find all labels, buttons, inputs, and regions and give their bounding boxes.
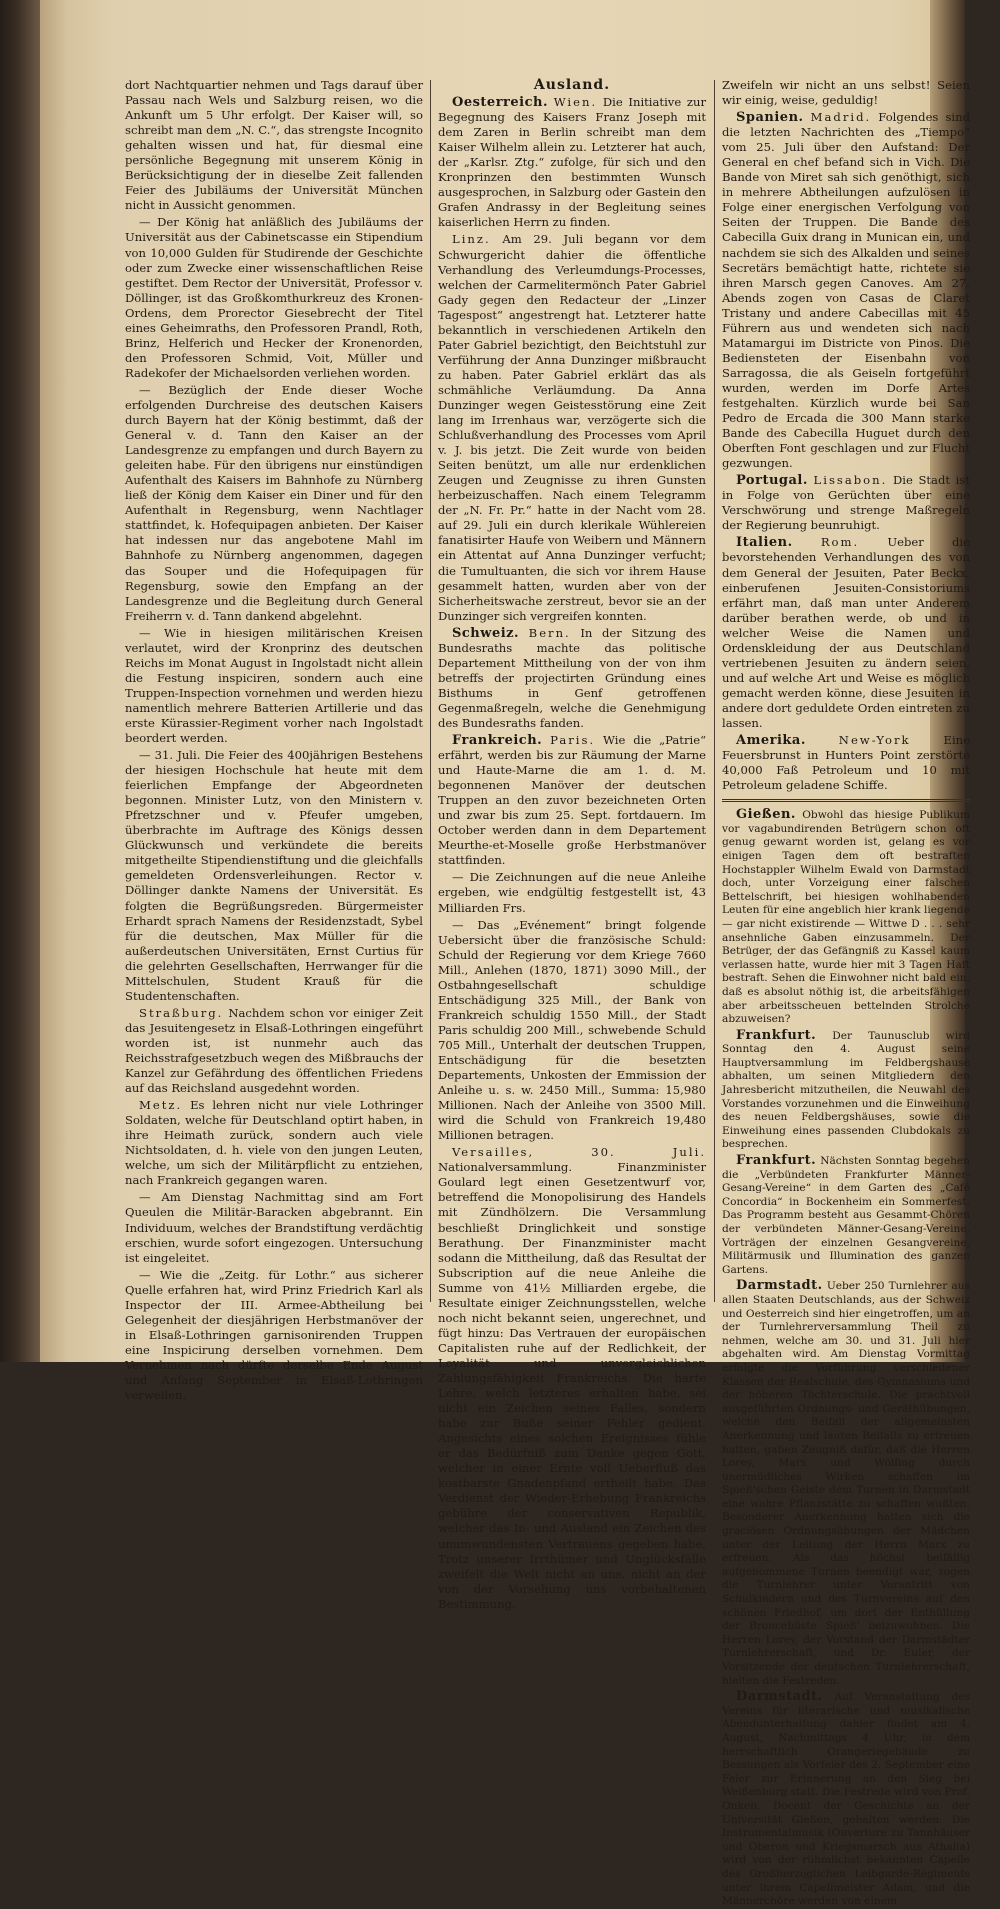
article-text: In der Sitzung des Bundesraths machte das politische Departement Mittheilung von der von ihm betreffs der projectirten Gründung eines Bisthums in Genf getroffenen Gegenmaßregeln, welche die Genehmigung des Bundesraths fanden. xyxy=(438,625,706,730)
dateline: Darmstadt. xyxy=(736,1689,823,1705)
section-heading: Ausland. xyxy=(533,77,611,93)
column-rule-1 xyxy=(430,80,431,1302)
dateline: Straßburg. xyxy=(139,1005,224,1020)
article-text: Ueber die bevorstehenden Verhandlungen des von dem General der Jesuiten, Pater Beckx, einberufenen Jesuiten-Consistoriums erfährt man, daß man unter Anderem darüber berathen werde, ob und in welcher Weise die Namen und Ordenskleidung der aus Deutschland vertriebenen Jesuiten zu ändern seien, und auf welche Art und Weise es möglich gemacht werden könne, diese Jesuiten in andere dort geduldete Orden eintreten zu lassen. xyxy=(722,535,970,730)
country-heading: Schweiz. xyxy=(452,625,520,641)
article-paragraph xyxy=(722,1690,970,1909)
dateline: Wien. xyxy=(553,95,598,110)
article-paragraph xyxy=(722,535,970,731)
article-paragraph xyxy=(438,733,706,868)
country-heading: Italien. xyxy=(736,535,793,551)
article-paragraph: Zweifeln wir nicht an uns selbst! Seien wir einig, weise, geduldig! xyxy=(722,78,970,108)
article-paragraph xyxy=(722,1279,970,1688)
local-news xyxy=(722,808,970,1909)
article-paragraph xyxy=(438,626,706,731)
article-paragraph: — Wie die „Zeitg. für Lothr.“ aus sicherer Quelle erfahren hat, wird Prinz Friedrich Karl als Inspector der III. Armee-Abtheilung bei Gelegenheit der diesjährigen Herbstmanöver der in Elsaß-Lothringen garnisonirenden Truppen eine Inspicirung derselben vornehmen. Dem Vernehmen nach dürfte derselbe Ende August und Anfang September in Elsaß-Lothringen verweilen. xyxy=(125,1267,423,1403)
article-paragraph xyxy=(722,110,970,471)
article-text: Folgendes sind die letzten Nachrichten des „Tiempo“ vom 25. Juli über den Aufstand: Der General en chef befand sich in Vich. Die Bande von Miret sah sich genöthigt, sich in mehrere Abtheilungen aufzulösen in Folge einer energischen Verfolgung von Seiten der Truppen. Die Bande des Cabecilla Guix drang in Munican ein, und nachdem sie sich des Alkalden und seines Secretärs bemächtigt hatte, richtete sie ihren Marsch gegen Canoves. Am 27. Abends zogen von Casas de Claret Tristany und andere Cabecillas mit 45 Führern aus und wendeten sich nach Matamargui im Districte von Pinos. Die Bediensteten der Eisenbahn von Sarragossa, die als Geiseln fortgeführt wurden, werden im Dorfe Artes festgehalten. Kürzlich wurde bei San Pedro de Ercada die 300 Mann starke Bande des Cabecilla Huguet durch den Oberften Font geschlagen und zur Flucht gezwungen. xyxy=(722,110,971,471)
article-text: Es lehren nicht nur viele Lothringer Soldaten, welche für Deutschland optirt haben, in ihre Heimath zurück, sondern auch viele Nichtsoldaten, d. h. viele von den jungen Leuten, welche, um sich der Militärpflicht zu entziehen, nach Frankreich gegangen waren. xyxy=(125,1098,423,1188)
book-binding xyxy=(0,0,40,1362)
article-paragraph: — Wie in hiesigen militärischen Kreisen verlautet, wird der Kronprinz des deutschen Reichs im Monat August in Ingolstadt nicht allein die Festung inspiciren, sondern auch eine Truppen-Inspection vornehmen und werden hiezu namentlich mehrere Batterien Artillerie und das erste Kürassier-Regiment vorher nach Ingolstadt beordert werden. xyxy=(125,625,423,746)
article-text: Obwohl das hiesige Publikum vor vagabundirenden Betrügern schon oft genug gewarnt worden ist, gelang es vor einigen Tagen dem oft bestraften Hochstappler Wilhelm Ewald von Darmstadt doch, unter Vorzeigung einer falschen Bettelschrift, bei hiesigen wohlhabenden Leuten für eine angeblich hier krank liegende — gar nicht existirende — Wittwe D . . . sehr ansehnliche Gaben einzusammeln. Der Betrüger, der das Gefängniß zu Kassel kaum verlassen hatte, wurde hier mit 3 Tagen Haft bestraft. Sehen die Einwohner nicht bald ein, daß es absolut nöthig ist, die arbeitsfähigen aber arbeitsscheuen bettelnden Strolche abzuweisen? xyxy=(722,809,970,1026)
article-paragraph: — Die Zeichnungen auf die neue Anleihe ergeben, wie endgültig festgestellt ist, 43 Milliarden Frs. xyxy=(438,870,706,915)
dateline: New-York xyxy=(838,733,911,748)
article-paragraph: — Der König hat anläßlich des Jubiläums der Universität aus der Cabinetscasse ein Stipendium von 10,000 Gulden für Studirende der Geschichte oder zum Zwecke einer wissenschaftlichen Reise gestiftet. Dem Rector der Universität, Professor v. Döllinger, ist das Großkomthurkreuz des Kronen-Ordens, dem Prorector Giesebrecht der Titel eines Geheimraths, den Professoren Prandl, Roth, Brinz, Helferich und Hecker der Kronenorden, den Professoren Schmid, Voit, Müller und Radekofer der Michaelsorden verliehen worden. xyxy=(125,215,423,380)
article-text: Die Initiative zur Begegnung des Kaisers Franz Joseph mit dem Zaren in Berlin schreibt man dem Kaiser Wilhelm allein zu. Letzterer hat auch, der „Karlsr. Ztg.“ zufolge, für sich und den Kronprinzen den bestimmten Wunsch ausgesprochen, in Salzburg oder Gastein den Grafen Andrassy in der Begleitung seines kaiserlichen Herrn zu finden. xyxy=(438,95,707,230)
article-paragraph xyxy=(722,733,970,793)
article-text: Wie die „Patrie“ erfährt, werden bis zur Räumung der Marne und Haute-Marne die am 1. d. M. begonnenen Manöver der deutschen Truppen an den zuvor bezeichneten Orten und zwar bis zum 25. Sept. fortdauern. Im October werden dann in dem Departement Meurthe-et-Moselle große Herbstmanöver stattfinden. xyxy=(438,733,706,868)
article-text: Die Stadt ist in Folge von Gerüchten über eine Verschwörung und strenge Maßregeln der Regierung beunruhigt. xyxy=(722,473,970,533)
country-heading: Frankreich. xyxy=(452,733,543,749)
article-text: Auf Veranstaltung des Vereins für literarische und musikalische Abendunterhaltung dahier findet am 4. August, Nachmittags 4 Uhr, in dem herrschaftlich Orangeriegebäude zu Bessungen als Vorfeier des 2. September eine Feier zur Erinnerung an den Sieg bei Weißenburg statt. Die Festrede wird von Prof. Onken, Docent der Geschichte an der Universität Gießen, gehalten werden. Die Instrumentalmusik (Ouverture zu Tannhäuser und Oberon und Kriegsmarsch aus Athalia) wird von der rühmlichst bekannten Capelle des Großherzoglichen Leibgarde-Regiments unter ihrem Capellmeister Adam, und die Männerchöre werden von einem xyxy=(722,1691,970,1908)
country-heading: Amerika. xyxy=(736,733,806,749)
column-rule-2 xyxy=(714,80,715,1302)
country-heading: Spanien. xyxy=(736,110,804,126)
dateline: Madrid. xyxy=(810,110,872,125)
article-paragraph xyxy=(125,1098,423,1188)
article-text: Eine Feuersbrunst in Hunters Point zerstörte 40,000 Faß Petroleum und 10 mit Petroleum geladene Schiffe. xyxy=(722,733,970,793)
article-paragraph xyxy=(438,95,706,230)
article-text: Ueber 250 Turnlehrer aus allen Staaten Deutschlands, aus der Schweiz und Oesterreich sind hier eingetroffen, um an der Turnlehrerversammlung Theil zu nehmen, welche am 30. und 31. Juli hier abgehalten wird. Am Dienstag Vormittag erfolgte die Vorführung verschiedener Klassen der Realschule, des Gymnasiums und der höheren Töchterschule. Die prachtvoll ausgeführten Ordnungs- und Geräthübungen, welche den Beifall der allgemeinsten Anerkennung und lauten Beifalls zu erfreuen hatten, gaben Zeugniß dafür, daß die Herren Lorey, Marx und Wölfing durch unermüdliches Wirken schaffen im Spieß'schen Geiste dem Turnen in Darmstadt eine wahre Pflanzstätte zu schaffen wußten. Besonderer Anerkennung hatten sich die graciösen Ordnungsübungen der Mädchen unter der Leitung der Herrn Marx zu erfreuen. Als das höchst beifällig aufgenommene Turnen beendigt war, zogen die Turnlehrer unter Vorantritt von Schulkindern und des Turnvereins auf den schönen Friedhof, um dort der Enthüllung der Broncebüste Spieß' beizuwohnen. Die Herren Lorey, der Vorstand der Darmstädter Turnlehrerschaft, und Dr. Euler, der Vorsitzende der deutschen Turnlehrerschaft, hielten die Festreden. xyxy=(722,1280,970,1687)
article-paragraph xyxy=(125,1006,423,1096)
article-paragraph xyxy=(722,1029,970,1152)
dateline: Lissabon. xyxy=(813,473,888,488)
article-paragraph: — 31. Juli. Die Feier des 400jährigen Bestehens der hiesigen Hochschule hat heute mit dem feierlichen Empfange der Abgeordneten begonnen. Minister Lutz, von den Ministern v. Pfretzschner und v. Pfeufer umgeben, überbrachte im Auftrage des Königs dessen Glückwunsch und verkündete die bereits mitgetheilte Stipendienstiftung und die gleichfalls gemeldeten Ordensverleihungen. Rector v. Döllinger dankte Namens der Universität. Es folgten die Begrüßungsreden. Bürgermeister Erhardt sprach Namens der Residenzstadt, Sybel für die deutschen, Max Müller für die außerdeutschen Universitäten, Ernst Curtius für die gelehrten Gesellschaften, Herrwanger für die Mittelschulen, Student Krauß für die Studentenschaften. xyxy=(125,748,423,1003)
dateline: Metz. xyxy=(139,1098,183,1113)
dateline: Darmstadt. xyxy=(736,1278,823,1294)
article-text: Nationalversammlung. Finanzminister Goulard legt einen Gesetzentwurf vor, betreffend die Monopolisirung des Handels mit Zündhölzern. Die Versammlung beschließt Dringlichkeit und sonstige Berathung. Der Finanzminister macht sodann die Mittheilung, daß das Resultat der Subscription auf die neue Anleihe die Summe von 41½ Milliarden ergebe, die Resultate einiger Zeichnungsstellen, welche noch nicht bekannt seien, ungerechnet, und fügt hinzu: Das Vertrauen der europäischen Capitalisten ruhe auf der Redlichkeit, der Loyalität und unvergleichlichen Zahlungsfähigkeit Frankreichs. Die harte Lehre, welch letzteres erhalten habe, sei nicht ein Zeichen seines Falles, sondern habe zur Buße seiner Fehler gedient. Angesichts eines solchen Ereignisses fühle er das Bedürfniß zum Danke gegen Gott, welcher in einer Ernte voll Ueberfluß das kostbarste Gnadenpfand ertheilt habe. Das Verdienst der Wieder-Erhebung Frankreichs gebühre der conservativen Republik, welcher das In- und Ausland ein Zeichen des unumwundensten Vertrauens gegeben habe. Trotz unserer Irrthümer und Unglücksfälle zweifelt die Welt nicht an uns, nicht an der von der Vorsehung uns vorbehaltenen Bestimmung. xyxy=(438,1160,706,1611)
country-heading: Oesterreich. xyxy=(452,95,548,111)
article-paragraph: dort Nachtquartier nehmen und Tags darauf über Passau nach Wels und Salzburg reisen, wo die Ankunft um 5 Uhr erfolgt. Der Kaiser will, so schreibt man dem „N. C.“, das strengste Incognito gehalten wissen und hat, für diesmal eine persönliche Begegnung mit unserem König in Berücksichtigung der in dieselbe Zeit fallenden Feier des Jubiläums der Universität München nicht in Aussicht genommen. xyxy=(125,78,423,213)
section-divider xyxy=(722,799,970,802)
article-paragraph: — Das „Evénement“ bringt folgende Uebersicht über die französische Schuld: Schuld der Regierung vor dem Kriege 7660 Mill., Anlehen (1870, 1871) 3090 Mill., der Ostbahngesellschaft schuldige Entschädigung 325 Mill., der Bank von Frankreich schuldig 1550 Mill., der Stadt Paris schuldig 200 Mill., schwebende Schuld 705 Mill., Unterhalt der deutschen Truppen, Entschädigung für die besetzten Departements, Unkosten der Emmission der Anleihe u. s. w. 2450 Mill., Summa: 15,980 Millionen. Nach der Anleihe von 3500 Mill. wird die Schuld von Frankreich 19,480 Millionen betragen. xyxy=(438,917,706,1143)
column-3 xyxy=(722,78,971,1908)
article-paragraph xyxy=(722,473,970,533)
article-paragraph xyxy=(722,808,970,1027)
dateline: Frankfurt. xyxy=(736,1027,817,1043)
article-paragraph: — Bezüglich der Ende dieser Woche erfolgenden Durchreise des deutschen Kaisers durch Bayern hat der König bestimmt, daß der General v. d. Tann den Kaiser an der Landesgrenze zu empfangen und durch Bayern zu geleiten habe. Für den übrigens nur einstündigen Aufenthalt des Kaisers im Bahnhofe zu Nürnberg ließ der König dem Kaiser ein Diner und für den Aufenthalt in Regensburg, wenn Nachtlager stattfindet, k. Hofequipagen anbieten. Der Kaiser hat indessen nur das angebotene Mahl im Bahnhofe zu Nürnberg angenommen, dagegen das Souper und die Hofequipagen für Regensburg, sowie den Empfang an der Landesgrenze und die Begleitung durch General Freiherrn v. d. Tann dankend abgelehnt. xyxy=(125,382,423,623)
article-text: Nachdem schon vor einiger Zeit das Jesuitengesetz in Elsaß-Lothringen eingeführt worden ist, ist nunmehr auch das Reichsstrafgesetzbuch wegen des Mißbrauchs der Kanzel zur Gefährdung des öffentlichen Friedens auf das Reichsland ausgedehnt worden. xyxy=(125,1005,423,1096)
column-2 xyxy=(438,77,707,1611)
country-heading: Portugal. xyxy=(736,473,808,489)
article-paragraph xyxy=(438,232,706,623)
dateline: Frankfurt. xyxy=(736,1153,817,1169)
dateline: Bern. xyxy=(528,625,571,640)
dateline: Paris. xyxy=(550,733,596,748)
dateline: Rom. xyxy=(820,535,860,550)
dateline: Linz. xyxy=(452,232,491,247)
dateline: Versailles, 30. Juli. xyxy=(452,1145,706,1160)
article-text: Nächsten Sonntag begehen die „Verbündeten Frankfurter Männer-Gesang-Vereine“ in dem Garten des „Café Concordia“ in Bockenheim ein Sommerfest. Das Programm besteht aus Gesammt-Chören der verbündeten Männer-Gesang-Vereine, Vorträgen der einzelnen Gesangvereine, Militärmusik und Illumination des ganzen Gartens. xyxy=(722,1155,971,1276)
column-1 xyxy=(125,78,423,1403)
article-paragraph xyxy=(438,1145,706,1611)
article-paragraph: — Am Dienstag Nachmittag sind am Fort Queulen die Militär-Baracken abgebrannt. Ein Individuum, welches der Brandstiftung verdächtig erschien, wurde sofort eingezogen. Untersuchung ist eingeleitet. xyxy=(125,1190,423,1265)
article-paragraph xyxy=(722,1154,970,1277)
article-text: Der Taunusclub wird Sonntag den 4. August seine Hauptversammlung im Feldbergshause abhalten, um seinen Mitgliedern den Jahresbericht mitzutheilen, die Neuwahl des Vorstandes vorzunehmen und die Einweihung des neuen Feldbergshäuses, sowie die Einweihung eines passenden Clubdokals zu besprechen. xyxy=(722,1029,970,1151)
dateline: Gießen. xyxy=(736,807,796,823)
article-text: Am 29. Juli begann vor dem Schwurgericht dahier die öffentliche Verhandlung des Verleumdungs-Processes, welchen der Carmelitermönch Pater Gabriel Gady gegen den Redacteur der „Linzer Tagespost“ angestrengt hat. Letzterer hatte bekanntlich in verschiedenen Artikeln den Pater Gabriel bezichtigt, den Beichtstuhl zur Verführung der Anna Dunzinger mißbraucht zu haben. Pater Gabriel erklärt das als schmähliche Verläumdung. Da Anna Dunzinger wegen Geistesstörung eine Zeit lang im Irrenhaus war, verzögerte sich die Schlußverhandlung des Processes vom April v. J. bis jetzt. Die Zeit wurde von beiden Seiten benützt, um alle nur erdenklichen Zeugen und Zeugnisse zu ihren Gunsten herbeizuschaffen. Nach einem Telegramm der „N. Fr. Pr.“ hatte in der Nacht vom 28. auf 29. Juli ein durch klerikale Wühlereien fanatisirter Haufe von Weibern und Männern ein Attentat auf Anna Dunzinger verfucht; die Tumultuanten, die sich vor ihrem Hause gesammelt hatten, wurden aber von der Sicherheitswache zerstreut, bevor sie an der Dunzinger sich vergreifen konnten. xyxy=(438,232,706,623)
